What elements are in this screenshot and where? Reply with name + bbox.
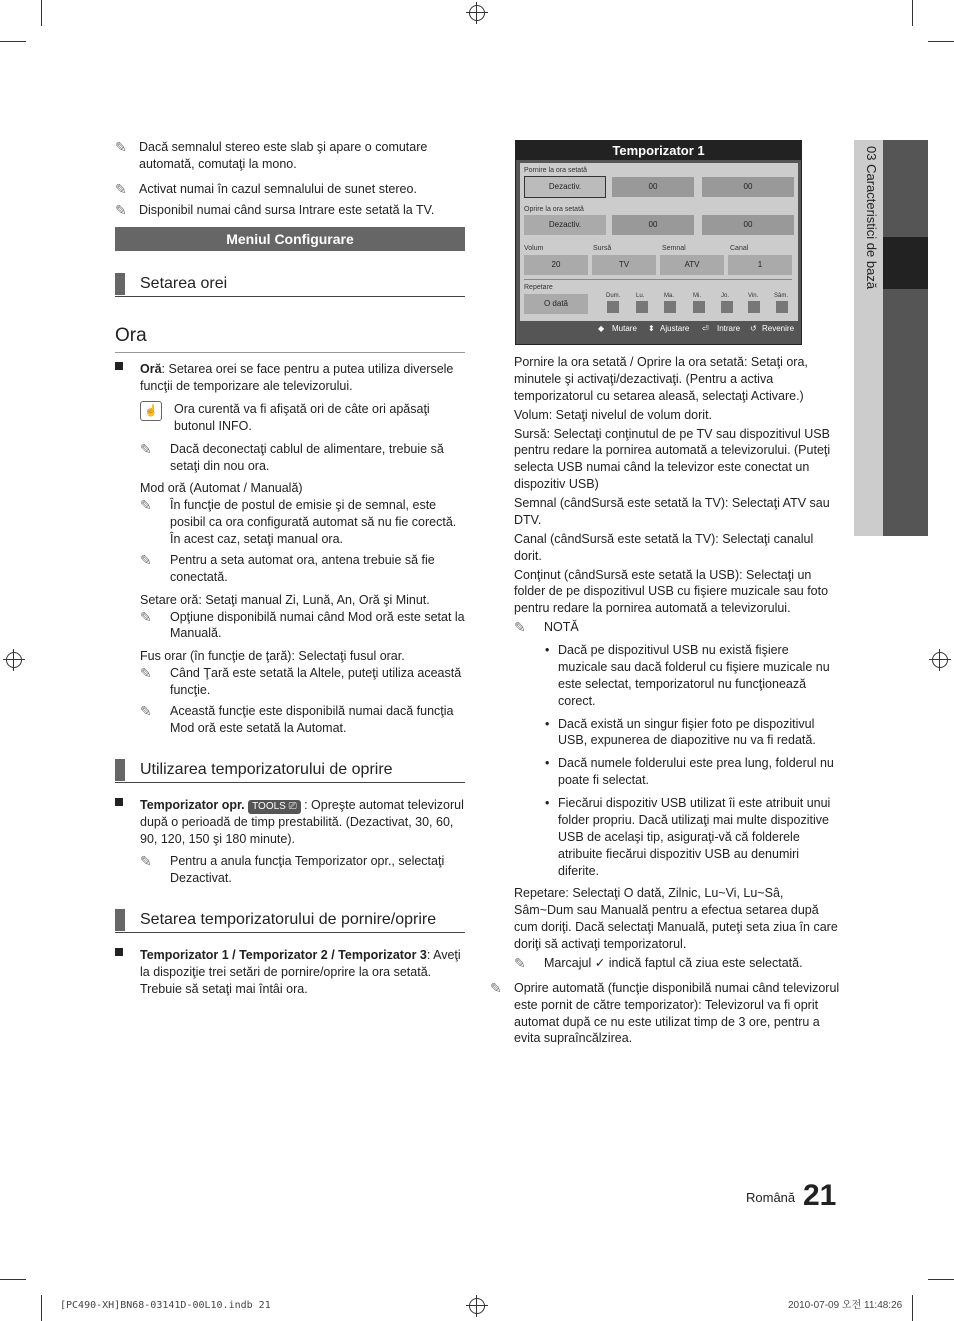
crop-mark — [912, 0, 913, 26]
tv-label: Sursă — [593, 245, 612, 252]
mod-ora-label: Mod oră (Automat / Manuală) — [140, 481, 303, 496]
tv-screen-image — [515, 140, 802, 345]
tv-label: Volum — [524, 245, 544, 252]
section-heading: Setarea orei — [115, 273, 465, 297]
tv-off-minute-field: 00 — [702, 215, 794, 235]
day-checkbox — [607, 301, 619, 313]
registration-mark-icon — [6, 652, 22, 668]
move-icon: ◆ — [598, 324, 605, 333]
section-heading: Setarea temporizatorului de pornire/oprire — [115, 909, 465, 933]
note: ✎ Dacă deconectaţi cablul de alimentare, trebuie să setaţi din nou ora. — [140, 440, 444, 473]
note: ✎ Disponibil numai când sursa Intrare este setată la TV. — [115, 201, 435, 218]
tv-label: Semnal — [662, 245, 686, 252]
pencil-icon: ✎ — [514, 954, 526, 971]
checkmark-icon: ✓ — [594, 955, 606, 970]
pencil-icon: ✎ — [115, 139, 127, 155]
bullet-icon — [115, 362, 123, 370]
note: ✎ În funcţie de postul de emisie şi de semnal, este posibil ca ora configurată automat să nu fie corectă. În acest caz, setaţi manual ora. — [140, 497, 457, 547]
crop-mark — [928, 41, 954, 42]
crop-mark — [928, 1279, 954, 1280]
note: ✎ Această funcţie este disponibilă numai dacă funcţia Mod oră este setată la Automat. — [140, 702, 454, 735]
page-number: 21 — [803, 1179, 837, 1212]
chapter-tab-band — [883, 140, 928, 536]
paragraph: Semnal (cândSursă este setată la TV): Selectaţi ATV sau DTV. — [514, 496, 830, 527]
language-label: Română — [746, 1190, 796, 1205]
day-checkbox — [721, 301, 733, 313]
pencil-icon: ✎ — [140, 702, 152, 719]
tv-day-label: Ma. — [664, 293, 675, 299]
right-column — [490, 354, 840, 1055]
hand-icon: ☝ — [140, 401, 162, 421]
day-checkbox — [776, 301, 788, 313]
paragraph: Temporizator opr. TOOLS ⎚ : Opreşte automat televizorul după o perioadă de timp prestabilită. (Dezactivat, 30, 60, 90, 120, 150 şi 180 minute). — [115, 797, 465, 848]
tv-day-label: Vin. — [748, 293, 759, 299]
tv-source-field: TV — [592, 255, 656, 275]
paragraph: Temporizator 1 / Temporizator 2 / Temporizator 3: Aveţi la dispoziţie trei setări de pornire/oprire la ora setată. Trebuie să setaţi mai întâi ora. — [115, 947, 465, 998]
tv-screen-title: Temporizator 1 — [516, 141, 801, 160]
tv-label: Repetare — [524, 284, 553, 291]
tv-on-minute-field: 00 — [702, 177, 794, 197]
note: ✎ Pentru a seta automat ora, antena trebuie să fie conectată. — [140, 551, 435, 584]
note: ✎ Când Ţară este setată la Altele, puteţi utiliza această funcţie. — [140, 665, 462, 698]
note: ✎ Dacă semnalul stereo este slab şi apare o comutare automată, comutaţi la mono. — [115, 139, 428, 171]
paragraph: Volum: Setaţi nivelul de volum dorit. — [514, 407, 713, 422]
tv-day-label: Sâm. — [774, 293, 789, 299]
chapter-tab-marker — [883, 237, 928, 289]
pencil-icon: ✎ — [140, 608, 152, 625]
chapter-tab-label: 03 Caracteristici de bază — [864, 146, 879, 290]
crop-mark — [912, 1295, 913, 1321]
registration-mark-icon — [469, 5, 485, 21]
list-item: • Dacă există un singur fişier foto pe dispozitivul USB, expunerea de diapozitive nu va fi redată. — [514, 716, 840, 750]
pencil-icon: ✎ — [115, 201, 127, 218]
note: ✎ Oprire automată (funcţie disponibilă numai când televizorul este pornit de către temporizator): Televizorul va fi oprit automat după ce nu este utilizat timp de 3 ore, pentru a evita supraîncălzirea. — [490, 979, 840, 1046]
enter-icon: ⏎ — [702, 324, 709, 333]
tv-label: Oprire la ora setată — [524, 206, 584, 213]
tv-off-hour-field: 00 — [612, 215, 694, 235]
paragraph: Conţinut (cândSursă este setată la USB): Selectaţi un folder de pe dispozitivul USB cu fişiere muzicale sau foto pentru redare la pornirea automată a televizorului. — [514, 567, 829, 616]
tv-footer-return: Revenire — [762, 324, 795, 333]
tv-settings-panel — [520, 163, 798, 321]
tv-label: Pornire la ora setată — [524, 167, 588, 174]
list-item: • Fiecărui dispozitiv USB utilizat îi este atribuit unui folder propriu. Dacă utilizaţi mai multe dispozitive USB de acelaşi tip, asiguraţi-vă că folderele atribuite fiecărui dispozitiv USB au denumiri diferite. — [514, 795, 840, 879]
paragraph: Canal (cândSursă este setată la TV): Selectaţi canalul dorit. — [514, 531, 814, 563]
tv-footer-move: Mutare — [612, 324, 637, 333]
note-heading: ✎ NOTĂ — [514, 619, 579, 636]
fus-orar-text: Fus orar (în funcţie de ţară): Selectaţi fusul orar. — [140, 649, 405, 664]
pencil-icon: ✎ — [140, 853, 152, 870]
paragraph: Sursă: Selectaţi conţinutul de pe TV sau dispozitivul USB pentru redare la pornirea automată a televizorului. (Puteţi selecta USB numai când la televizor este conectat un dispozitiv USB) — [514, 426, 831, 492]
section-heading: Utilizarea temporizatorului de oprire — [115, 759, 465, 783]
adjust-icon: ⬍ — [648, 324, 655, 333]
bullet-icon — [115, 798, 123, 806]
paragraph: Repetare: Selectaţi O dată, Zilnic, Lu~Vi, Lu~Sâ, Sâm~Dum sau Manuală pentru a efectua setarea după cum doriţi. Dacă selectaţi Manuală, puteţi seta ziua în care doriţi să activaţi temporizatorul. — [514, 886, 838, 951]
crop-mark — [41, 0, 42, 26]
info-note: ☝ Ora curentă va fi afişată ori de câte ori apăsaţi butonul INFO. — [115, 401, 465, 435]
tools-button-icon: TOOLS ⎚ — [248, 800, 301, 814]
tv-signal-field: ATV — [660, 255, 724, 275]
tv-footer-adjust: Ajustare — [660, 324, 690, 333]
return-icon: ↺ — [750, 324, 757, 333]
crop-mark — [0, 1279, 26, 1280]
day-checkbox — [693, 301, 705, 313]
setare-ora-text: Setare oră: Setaţi manual Zi, Lună, An, Oră şi Minut. — [140, 592, 430, 607]
tv-label: Canal — [730, 245, 749, 252]
pencil-icon: ✎ — [490, 979, 502, 996]
bullet-icon — [115, 948, 123, 956]
menu-bar-title: Meniul Configurare — [115, 227, 465, 251]
tv-day-label: Dum. — [606, 293, 621, 299]
pencil-icon: ✎ — [140, 551, 152, 568]
tv-day-label: Mi. — [693, 293, 701, 299]
tv-off-mode-field: Dezactiv. — [524, 215, 606, 235]
list-item: • Dacă pe dispozitivul USB nu există fişiere muzicale sau dacă folderul cu fişiere muzicale nu este selectat, temporizatorul nu funcţionează corect. — [514, 642, 840, 710]
day-checkbox — [636, 301, 648, 313]
tv-repeat-field: O dată — [524, 294, 588, 314]
tv-on-mode-field: Dezactiv. — [524, 176, 606, 198]
registration-mark-icon — [469, 1298, 485, 1314]
list-item: • Dacă numele folderului este prea lung, folderul nu poate fi selectat. — [514, 755, 840, 789]
note: ✎ Pentru a anula funcţia Temporizator opr., selectaţi Dezactivat. — [140, 853, 445, 886]
tv-footer-enter: Intrare — [717, 324, 741, 333]
page-title: Ora — [115, 323, 465, 354]
note: ✎ Activat numai în cazul semnalului de sunet stereo. — [115, 180, 417, 197]
print-date: 2010-07-09 오전 11:48:26 — [788, 1300, 903, 1311]
paragraph: Oră: Setarea orei se face pentru a putea utiliza diversele funcţii de temporizare ale televizorului. — [115, 361, 465, 395]
divider — [524, 279, 792, 280]
tv-volume-field: 20 — [524, 255, 588, 275]
pencil-icon: ✎ — [140, 440, 152, 457]
tv-channel-field: 1 — [728, 255, 792, 275]
crop-mark — [0, 41, 26, 42]
note: ✎ Marcajul ✓ indică faptul că ziua este selectată. — [514, 954, 803, 971]
paragraph: Pornire la ora setată / Oprire la ora setată: Setaţi ora, minutele şi activaţi/dezactivaţi. (Pentru a activa temporizatorul cu setarea aleasă, selectaţi Activare.) — [514, 355, 808, 403]
file-info: [PC490-XH]BN68-03141D-00L10.indb 21 — [60, 1300, 271, 1311]
registration-mark-icon — [932, 652, 948, 668]
tv-day-label: Lu. — [636, 293, 645, 299]
pencil-icon: ✎ — [115, 180, 127, 197]
day-checkbox — [664, 301, 676, 313]
tv-on-hour-field: 00 — [612, 177, 694, 197]
pencil-icon: ✎ — [140, 665, 152, 682]
crop-mark — [41, 1295, 42, 1321]
tv-day-label: Jo. — [721, 293, 730, 299]
day-checkbox — [748, 301, 760, 313]
pencil-icon: ✎ — [514, 619, 526, 636]
left-column — [115, 139, 465, 998]
pencil-icon: ✎ — [140, 497, 152, 514]
note: ✎ Opţiune disponibilă numai când Mod oră este setat la Manuală. — [140, 608, 465, 641]
